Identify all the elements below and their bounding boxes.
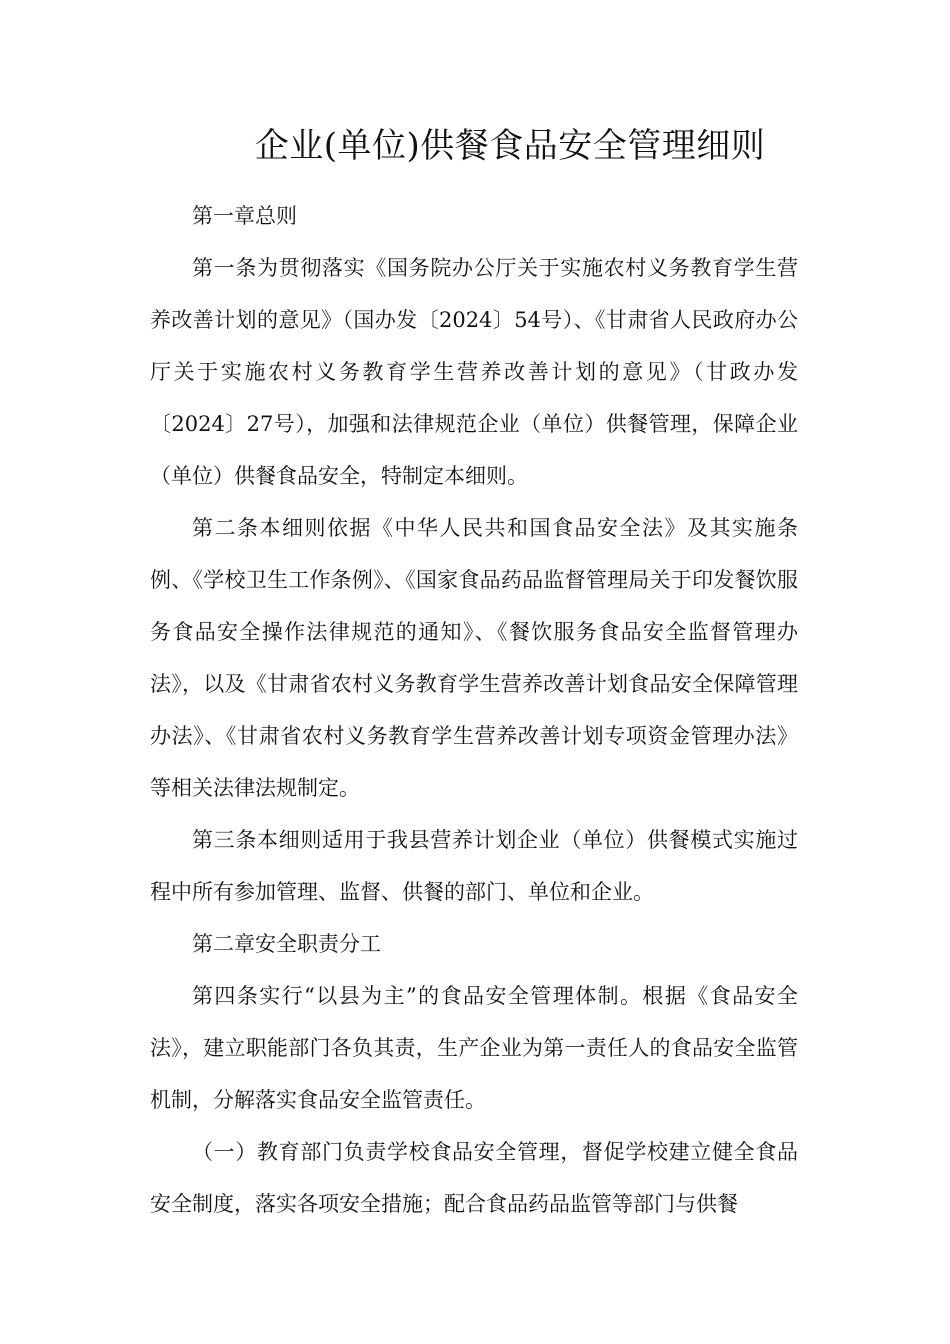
article-paragraph: 第一条为贯彻落实《国务院办公厅关于实施农村义务教育学生营养改善计划的意见》（国办发〔2024〕54号）、《甘肃省人民政府办公厅关于实施农村义务教育学生营养改善计划的意见》（甘政办发〔2024〕27号），加强和法律规范企业（单位）供餐管理，保障企业（单位）供餐食品安全，特制定本细则。	[150, 256, 798, 488]
document-title: 企业(单位)供餐食品安全管理细则	[254, 126, 766, 166]
document-body	[150, 190, 798, 1230]
article-paragraph: 第二条本细则依据《中华人民共和国食品安全法》及其实施条例、《学校卫生工作条例》、《国家食品药品监督管理局关于印发餐饮服务食品安全操作法律规范的通知》、《餐饮服务食品安全监督管理办法》，以及《甘肃省农村义务教育学生营养改善计划食品安全保障管理办法》、《甘肃省农村义务教育学生营养改善计划专项资金管理办法》等相关法律法规制定。	[150, 516, 798, 800]
chapter-heading: 第一章总则	[192, 204, 297, 228]
article-paragraph: 第四条实行“以县为主”的食品安全管理体制。根据《食品安全法》，建立职能部门各负其责，生产企业为第一责任人的食品安全监管机制，分解落实食品安全监管责任。	[150, 984, 798, 1112]
article-paragraph: 第三条本细则适用于我县营养计划企业（单位）供餐模式实施过程中所有参加管理、监督、供餐的部门、单位和企业。	[150, 828, 798, 904]
article-paragraph: （一）教育部门负责学校食品安全管理，督促学校建立健全食品安全制度，落实各项安全措施；配合食品药品监管等部门与供餐	[150, 1140, 798, 1216]
chapter-heading: 第二章安全职责分工	[192, 932, 381, 956]
